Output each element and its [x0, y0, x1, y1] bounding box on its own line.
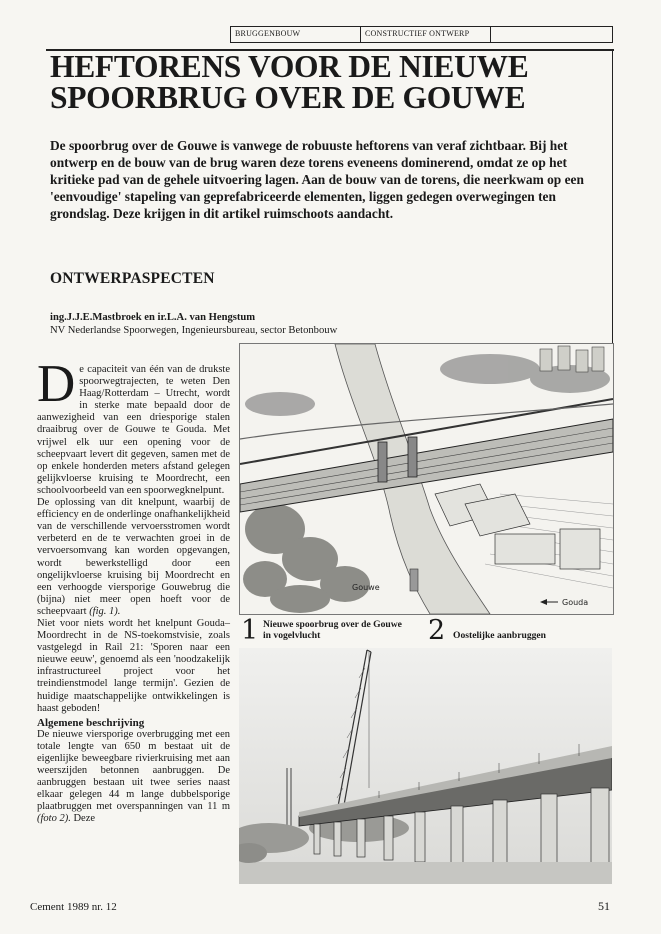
caption-1-number: 1: [241, 615, 259, 646]
section-title: ONTWERPASPECTEN: [50, 270, 215, 287]
dropcap: D: [37, 355, 76, 413]
paragraph-1: [37, 355, 230, 497]
caption-2-text: Oostelijke aanbruggen: [453, 630, 547, 641]
photo-reference: (foto 2).: [37, 813, 71, 825]
paragraph-2-text: De oplossing van dit knelpunt, waarbij de efficiency en de onderlinge onafhankelijkheid van de verschillende vervoersstromen wordt verbeterd en de te verwachten groei in de vervoersomvang kan worden opgevangen, wordt bewerkstelligd door een ongelijkvloerse kruising bij Moordrecht en een verhoogde viersporige Gouwebrug die (bijna) niet meer open hoeft voor de scheepvaart: [37, 497, 230, 617]
section-header-tabs: [230, 26, 613, 43]
label-gouwe: Gouwe: [352, 583, 380, 592]
title-line-1: HEFTORENS VOOR DE NIEUWE: [50, 49, 529, 84]
paragraph-2: [37, 497, 230, 618]
tab-constructief-ontwerp: CONSTRUCTIEF ONTWERP: [361, 27, 491, 42]
label-gouda: Gouda: [562, 598, 589, 607]
birdseye-illustration: [240, 344, 613, 614]
figure-1-birdseye-drawing: [239, 343, 614, 615]
approach-bridges-photo: [239, 648, 612, 884]
title-line-2: SPOORBRUG OVER DE GOUWE: [50, 80, 526, 115]
page-number: 51: [598, 899, 610, 913]
article-title: [50, 51, 610, 113]
paragraph-4-text: De nieuwe viersporige overbrugging met een totale lengte van 650 m bestaat uit de eigenlijke beweegbare rivierkruising met aan weerszijden betonnen aanbruggen. De aanbruggen bestaan uit twee series naast elkaar gelegen 44 m lange dubbelsporige plaatbruggen met overspanningen van 11 m: [37, 728, 230, 813]
authors: ing.J.J.E.Mastbroek en ir.L.A. van Hengstum: [50, 312, 256, 323]
caption-2-number: 2: [428, 615, 446, 646]
paragraph-1-text: e capaciteit van één van de drukste spoorwegtrajecten, te weten Den Haag/Rotterdam – Utrecht, wordt in sterke mate bepaald door de aanwezigheid van een driesporige stalen draaibrug over de Gouwe te Gouda. Met vrijwel elk uur een opening voor de scheepvaart levert dit gegeven, samen met de op enkele honderden meters afstand gelegen gelijkvloerse kruising te Moordrecht, een schoolvoorbeeld van een spoorwegknelpunt.: [37, 364, 230, 496]
footer-journal: Cement 1989 nr. 12: [30, 901, 117, 913]
affiliation: NV Nederlandse Spoorwegen, Ingenieursbureau, sector Betonbouw: [50, 325, 338, 336]
paragraph-4: [37, 729, 230, 826]
subheading: Algemene beschrijving: [37, 716, 145, 729]
caption-1-text: [263, 620, 402, 641]
caption-1-line-2: in vogelvlucht: [263, 629, 321, 641]
tab-empty: [491, 27, 612, 42]
tab-bruggenbouw: BRUGGENBOUW: [231, 27, 361, 42]
figure-reference: (fig. 1).: [89, 605, 121, 617]
body-column: [37, 355, 230, 826]
caption-row: [239, 614, 612, 646]
paragraph-3: Niet voor niets wordt het knelpunt Gouda–Moordrecht in de NS-toekomstvisie, zoals vastgelegd in Rail 21: 'Sporen naar een nieuwe eeuw', genoemd als een 'noodzakelijk infrastructureel project voor het treindienstmodel lange termijn'. Gezien de huidige maatschappelijke ontwikkelingen is haast geboden!: [37, 617, 230, 714]
paragraph-4-tail: Deze: [73, 813, 96, 825]
caption-1-line-1: Nieuwe spoorbrug over de Gouwe: [263, 619, 402, 630]
lead-paragraph: De spoorbrug over de Gouwe is vanwege de robuuste heftorens van veraf zichtbaar. Bij het ontwerp en de bouw van de brug waren deze torens eveneens dominerend, omdat ze op het kritieke pad van de gehele uitvoering lagen. Aan de bouw van de torens, die neerkwam op een 'eenvoudige' stapeling van geprefabriceerde elementen, liggen gedegen overwegingen ten grondslag. Deze krijgen in dit artikel ruimschoots aandacht.: [50, 138, 584, 221]
figure-2-photo-approach-bridges: [239, 648, 612, 884]
